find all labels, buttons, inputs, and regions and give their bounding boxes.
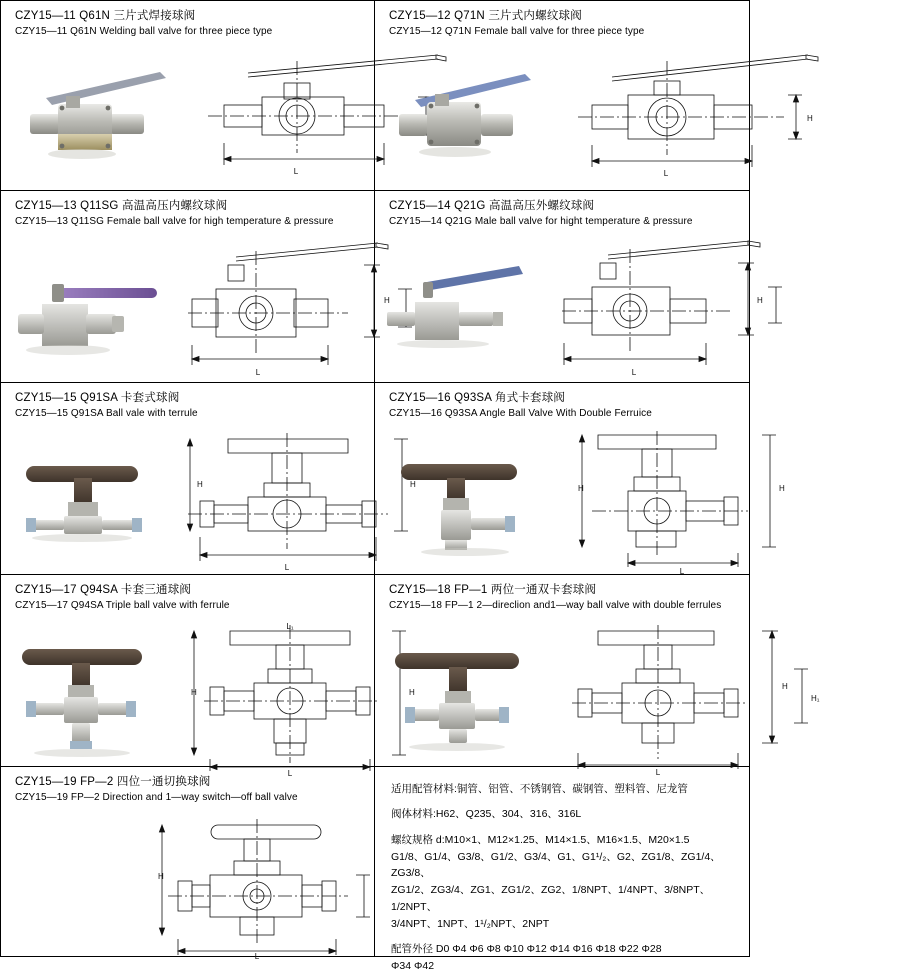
svg-text:L₁: L₁: [285, 622, 294, 631]
spec-line-thread-3: ZG1/2、ZG3/4、ZG1、ZG1/2、ZG2、1/8NPT、1/4NPT、3/8NPT、1/2NPT、: [391, 884, 711, 913]
product-photo-two-position-one-way: [375, 617, 562, 764]
svg-text:H: H: [779, 484, 785, 493]
product-title-cn: CZY15—16 Q93SA 角式卡套球阀: [389, 392, 566, 404]
product-drawing-ferrule-ball-valve: [188, 425, 416, 572]
svg-text:L: L: [293, 167, 298, 176]
product-titles: [375, 1, 749, 38]
product-title-cn: CZY15—17 Q94SA 卡套三通球阀: [15, 584, 192, 596]
product-titles: [1, 191, 374, 228]
product-cell-czy15-12: [375, 1, 813, 191]
product-photo-ferrule-ball-valve: [1, 425, 188, 572]
svg-text:H: H: [757, 296, 763, 305]
spec-line-body-materials: 阀体材料:H62、Q235、304、316、316L: [391, 808, 582, 821]
product-titles: [375, 383, 749, 420]
svg-text:L: L: [655, 768, 661, 777]
product-title-cn: CZY15—19 FP—2 四位一通切换球阀: [15, 776, 211, 788]
svg-text:L: L: [631, 368, 637, 377]
spec-gap-2: [391, 824, 739, 831]
product-drawing-four-position-switch-off: [157, 809, 375, 961]
specifications-panel: [375, 767, 749, 973]
product-cell-czy15-14: [375, 191, 763, 383]
svg-text:L: L: [254, 952, 259, 961]
spec-line-thread-4: 3/4NPT、1NPT、1¹/₂NPT、2NPT: [391, 917, 550, 930]
spec-line-thread-1: 螺纹规格 d:M10×1、M12×1.25、M14×1.5、M16×1.5、M20×1.5: [391, 833, 690, 846]
product-title-en: CZY15—11 Q61N Welding ball valve for three piece type: [15, 25, 273, 37]
product-drawing-high-temp-female: [188, 233, 390, 380]
product-art: [375, 425, 785, 576]
svg-text:H: H: [578, 484, 584, 493]
product-title-cn: CZY15—12 Q71N 三片式内螺纹球阀: [389, 10, 582, 22]
product-title-cn: CZY15—15 Q91SA 卡套式球阀: [15, 392, 180, 404]
product-title-en: CZY15—17 Q94SA Triple ball valve with ferrule: [15, 599, 230, 611]
product-titles: [1, 383, 374, 420]
product-art: [1, 233, 390, 380]
product-cell-czy15-11: [1, 1, 375, 191]
svg-text:L: L: [679, 567, 685, 576]
product-photo-high-temp-male: [375, 233, 562, 380]
spec-line-pipe-materials: 适用配管材料:铜管、铝管、不锈钢管、碳钢管、塑料管、尼龙管: [391, 783, 688, 795]
product-cell-czy15-19: [1, 767, 375, 961]
product-art: [1, 809, 374, 961]
product-drawing-angle-ferrule-ball-valve: [562, 425, 785, 576]
product-art: [1, 617, 415, 778]
product-drawing-three-piece-female: [562, 43, 813, 188]
spec-line-thread-2: G1/8、G1/4、G3/8、G1/2、G3/4、G1、G1¹/₂、G2、ZG1/8、ZG1/4、ZG3/8、: [391, 850, 721, 880]
product-cell-czy15-18: [375, 575, 820, 777]
svg-text:H₁: H₁: [811, 694, 820, 703]
product-art: [1, 425, 416, 572]
svg-text:H: H: [782, 682, 788, 691]
product-cell-czy15-17: [1, 575, 415, 778]
product-drawing-three-piece-welding: [188, 43, 375, 188]
product-title-en: CZY15—12 Q71N Female ball valve for three piece type: [389, 25, 645, 37]
product-title-cn: CZY15—11 Q61N 三片式焊接球阀: [15, 10, 196, 22]
svg-text:H: H: [807, 114, 813, 123]
spec-line-outer-diameter-1: 配管外径 D0 Φ4 Φ6 Φ8 Φ10 Φ12 Φ14 Φ16 Φ18 Φ22 Φ28: [391, 943, 662, 956]
svg-text:H: H: [408, 688, 415, 697]
product-photo-three-piece-female: [375, 43, 562, 188]
product-title-en: CZY15—18 FP—1 2—direclion and1—way ball valve with double ferrules: [389, 599, 722, 611]
product-titles: [1, 575, 374, 612]
product-art: [1, 43, 374, 188]
product-drawing-two-position-one-way: [562, 617, 820, 777]
product-art: [375, 43, 813, 188]
spec-gap-1: [391, 798, 739, 805]
product-cell-czy15-13: [1, 191, 390, 383]
product-title-cn: CZY15—14 Q21G 高温高压外螺纹球阀: [389, 200, 595, 212]
product-photo-high-temp-female: [1, 233, 188, 380]
svg-text:L: L: [663, 169, 669, 178]
product-art: [375, 617, 820, 777]
product-title-en: CZY15—16 Q93SA Anglе Ball Valve With Double Ferruice: [389, 407, 652, 419]
product-titles: [375, 575, 749, 612]
product-titles: [1, 767, 374, 804]
svg-text:H: H: [383, 296, 390, 305]
svg-text:H: H: [190, 688, 197, 697]
product-title-en: CZY15—19 FP—2 Direction and 1—way switch—off ball valve: [15, 791, 298, 803]
product-title-en: CZY15—14 Q21G Male ball valve for hight temperature & pressure: [389, 215, 693, 227]
spec-gap-3: [391, 933, 739, 940]
product-title-en: CZY15—15 Q91SA Ball vale with terrule: [15, 407, 198, 419]
svg-text:H: H: [196, 480, 203, 489]
product-cell-czy15-15: [1, 383, 416, 575]
product-titles: [1, 1, 374, 38]
product-art: [375, 233, 763, 380]
product-photo-three-piece-welding: [1, 43, 188, 188]
svg-text:L: L: [255, 368, 260, 377]
svg-text:H: H: [157, 872, 164, 881]
spec-line-outer-diameter-2: Φ34 Φ42: [391, 960, 435, 973]
product-title-cn: CZY15—18 FP—1 两位一通双卡套球阀: [389, 584, 597, 596]
product-title-cn: CZY15—13 Q11SG 高温高压内螺纹球阀: [15, 200, 228, 212]
svg-text:L: L: [284, 563, 289, 572]
product-cell-czy15-16: [375, 383, 785, 576]
svg-text:L: L: [287, 769, 292, 778]
product-drawing-triple-ferrule-ball-valve: [188, 617, 415, 778]
specifications-text: [375, 767, 749, 975]
svg-text:H: H: [409, 480, 416, 489]
product-photo-triple-ferrule-ball-valve: [1, 617, 188, 764]
product-photo-angle-ferrule-ball-valve: [375, 425, 562, 572]
product-titles: [375, 191, 749, 228]
product-title-en: CZY15—13 Q11SG Female ball valve for high temperature & pressure: [15, 215, 334, 227]
product-drawing-high-temp-male: [562, 233, 763, 380]
